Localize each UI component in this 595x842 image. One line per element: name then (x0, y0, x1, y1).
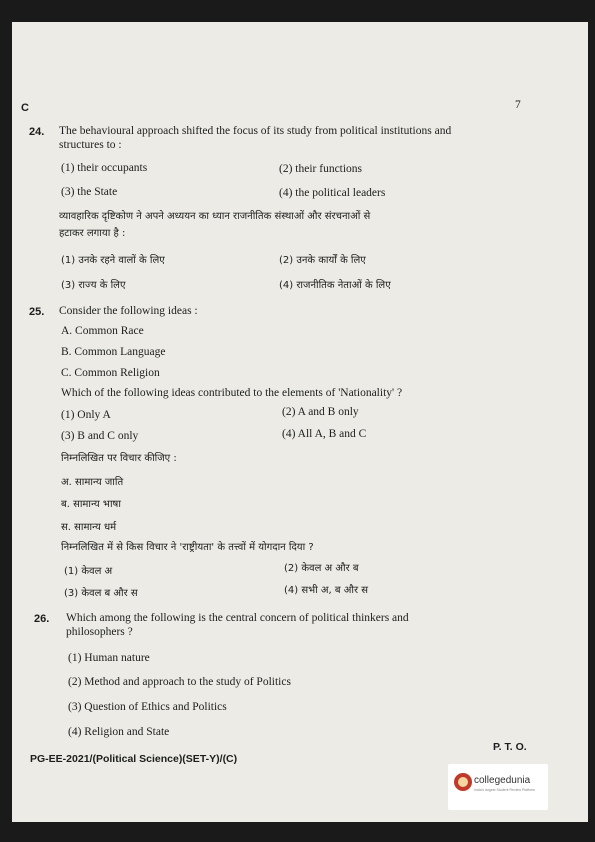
hindi-option: (1) उनके रहने वालों के लिए (61, 255, 165, 266)
option: (1) their occupants (61, 162, 148, 174)
question-text: Which among the following is the central concern of political thinkers and (66, 612, 409, 624)
pto-label: P. T. O. (493, 741, 527, 753)
option: (1) Human nature (68, 652, 150, 664)
hindi-idea-item: स. सामान्य धर्म (61, 522, 117, 533)
option: (2) Method and approach to the study of Politics (68, 676, 291, 688)
question-text: Consider the following ideas : (59, 305, 198, 317)
question-text: Which of the following ideas contributed to the elements of 'Nationality' ? (61, 387, 403, 399)
question-text: structures to : (59, 139, 122, 151)
hindi-option: (2) उनके कार्यों के लिए (279, 255, 366, 266)
idea-item: A. Common Race (61, 325, 144, 337)
hindi-question-text: व्यावहारिक दृष्टिकोण ने अपने अध्ययन का ध्यान राजनीतिक संस्थाओं और संरचनाओं से (59, 211, 371, 222)
option: (2) A and B only (282, 406, 359, 418)
option: (2) their functions (279, 163, 363, 175)
option: (3) the State (61, 186, 118, 198)
option: (3) B and C only (61, 430, 139, 442)
exam-page (12, 22, 588, 822)
hindi-option: (3) राज्य के लिए (61, 280, 126, 291)
hindi-option: (4) सभी अ, ब और स (284, 585, 369, 596)
idea-item: C. Common Religion (61, 367, 160, 379)
hindi-idea-item: अ. सामान्य जाति (61, 477, 124, 488)
option: (4) the political leaders (279, 187, 386, 199)
question-number: 26. (34, 613, 50, 625)
option: (1) Only A (61, 409, 111, 421)
collegedunia-logo (448, 764, 548, 810)
logo-tagline: India's largest Student Review Platform (474, 788, 535, 792)
option: (3) Question of Ethics and Politics (68, 701, 227, 713)
question-number: 24. (29, 126, 45, 138)
question-text: The behavioural approach shifted the focus of its study from political institutions and (59, 125, 452, 137)
hindi-option: (4) राजनीतिक नेताओं के लिए (279, 280, 391, 291)
graduate-cap-icon (454, 773, 472, 791)
hindi-question-text: निम्नलिखित पर विचार कीजिए : (61, 453, 177, 464)
hindi-option: (2) केवल अ और ब (284, 563, 359, 574)
hindi-idea-item: ब. सामान्य भाषा (61, 499, 121, 510)
option: (4) All A, B and C (282, 428, 367, 440)
idea-item: B. Common Language (61, 346, 166, 358)
hindi-option: (3) केवल ब और स (64, 588, 138, 599)
hindi-question-text: हटाकर लगाया है : (59, 228, 126, 239)
question-number: 25. (29, 306, 45, 318)
question-text: philosophers ? (66, 626, 133, 638)
hindi-option: (1) केवल अ (64, 566, 113, 577)
logo-brand: collegedunia (474, 775, 531, 786)
paper-code: PG-EE-2021/(Political Science)(SET-Y)/(C) (30, 753, 238, 765)
page-number: 7 (515, 99, 521, 111)
option: (4) Religion and State (68, 726, 170, 738)
set-code: C (21, 102, 29, 114)
hindi-question-text: निम्नलिखित में से किस विचार ने 'राष्ट्रीयता' के तत्त्वों में योगदान दिया ? (61, 542, 314, 553)
